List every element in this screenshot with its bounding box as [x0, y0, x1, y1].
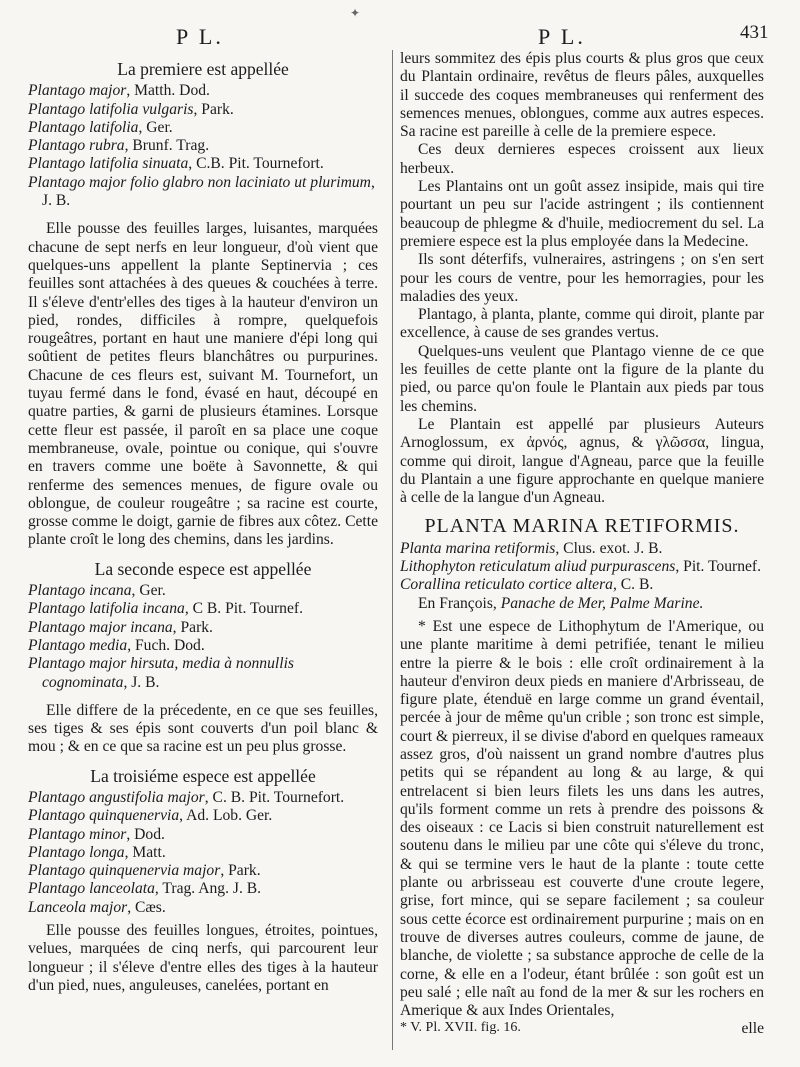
authority: , J. B.	[42, 173, 375, 210]
authority: , C B. Pit. Tournef.	[184, 600, 303, 618]
taste-paragraph: Les Plantains ont un goût assez insipide, mais qui tire pourtant un peu sur l'acide astringent ; ils contiennent beaucoup de phlegme & d'huile, mediocrement du sel. La premiere espece est la plus employée dans la Medecine.	[400, 178, 764, 250]
synonym-entry	[28, 880, 378, 898]
etymology-foot-paragraph: Quelques-uns veulent que Plantago vienne de ce que les feuilles de cette plante ont la figure de la plante du pied, ou parce qu'on foule le Plantain aux pieds par tous les chemins.	[400, 342, 764, 415]
authority: , Cæs.	[127, 898, 166, 916]
latin-name: Planta marina retiformis	[400, 539, 556, 557]
entry-heading-planta-marina: PLANTA MARINA RETIFORMIS.	[424, 515, 740, 538]
printer-ornament: ✦	[350, 6, 361, 20]
authority: , Matth. Dod.	[126, 82, 210, 100]
latin-name: Plantago latifolia	[28, 118, 139, 136]
authority: , J. B.	[123, 673, 160, 691]
synonym-list-planta-marina	[400, 540, 764, 595]
authority: , Park.	[220, 862, 261, 880]
latin-name: Lanceola major	[28, 898, 128, 916]
latin-name: Plantago lanceolata	[28, 880, 155, 898]
latin-name: Plantago minor	[28, 825, 127, 843]
etymology-paragraph: Plantago, à planta, plante, comme qui diroit, plante par excellence, à cause de ses grandes vertus.	[400, 306, 764, 342]
arnoglossum-paragraph: Le Plantain est appellé par plusieurs Auteurs Arnoglossum, ex ἀρνός, agnus, & γλῶσσα, lingua, comme qui diroit, langue d'Agneau, parce que la feuille du Plantain a une figure approchante en quelque maniere à celle de la langue d'un Agneau.	[400, 415, 764, 507]
synonym-entry	[28, 619, 378, 637]
latin-name: Plantago major	[28, 82, 127, 100]
section-heading-second-species: La seconde espece est appellée	[94, 558, 312, 579]
synonym-entry	[28, 789, 378, 807]
authority: , Ad. Lob. Ger.	[179, 807, 273, 825]
synonym-entry	[28, 600, 378, 618]
latin-name: Plantago major hirsuta, media à nonnullis cognominata	[28, 655, 294, 691]
catchword: elle	[741, 1020, 764, 1038]
latin-name: Corallina reticulato cortice altera	[400, 576, 613, 594]
latin-name: Plantago major folio glabro non laciniato ut plurimum	[28, 173, 371, 191]
authority: , Fuch. Dod.	[127, 636, 205, 654]
description-first-species: Elle pousse des feuilles larges, luisantes, marquées chacune de sept nerfs en leur longueur, d'où vient que quelques-uns appellent la plante Septinervia ; ces feuilles sont attachées à des queues & couchées à terre. Il s'éleve d'entr'elles des tiges à la hauteur d'environ un pied, rondes, difficiles à rompre, quelquefois rougeâtres, portant en haut une maniere d'épi long qui soûtient de petites fleurs blanchâtres ou purpurines. Chacune de ces fleurs est, suivant M. Tournefort, un tuyau fermé dans le fond, évasé en haut, découpé en quatre parties, & garni de plusieurs étamines. Lorsque cette fleur est passée, il paroît en sa place une coque membraneuse, ovale, pointue ou conique, qui s'ouvre en travers comme une boëte à Savonnette, & qui renferme des semences menues, de figure ovale ou oblongue, de couleur rougeâtre ; sa racine est courte, grosse comme le doigt, garnie de fibres aux côtez. Cette plante croît le long des chemins, dans les jardins.	[28, 220, 378, 549]
synonym-list-second	[28, 582, 378, 692]
section-heading-third-species: La troisiéme espece est appellée	[90, 765, 316, 786]
latin-name: Plantago rubra	[28, 137, 125, 155]
authority: , Matt.	[124, 843, 166, 861]
authority: , Dod.	[126, 825, 165, 843]
synonym-list-first	[28, 82, 378, 210]
synonym-entry	[28, 899, 378, 917]
latin-name: Plantago longa	[28, 843, 125, 861]
latin-name: Plantago quinquenervia	[28, 807, 180, 825]
latin-name: Plantago latifolia incana	[28, 600, 185, 618]
latin-name: Plantago incana	[28, 582, 132, 600]
synonym-entry	[400, 576, 764, 594]
column-divider	[392, 50, 393, 1050]
authority: , Park.	[172, 618, 213, 636]
synonym-entry	[28, 826, 378, 844]
virtues-paragraph: Ils sont déterfifs, vulneraires, astringens ; on s'en sert pour les cours de ventre, pour les hemorragies, pour les maladies des yeux.	[400, 251, 764, 305]
synonym-entry	[28, 582, 378, 600]
latin-name: Lithophyton reticulatum aliud purpurascens	[400, 558, 676, 576]
page-number: 431	[740, 22, 769, 43]
running-head-right: P L.	[538, 24, 586, 49]
synonym-entry	[28, 155, 378, 173]
synonym-entry	[28, 862, 378, 880]
description-planta-marina: * Est une espece de Lithophytum de l'Amerique, ou une plante maritime à demi petrifiée, tenant le milieu entre la pierre & le bois : elle croît ordinairement à la hauteur d'environ deux pieds en maniere d'Arbrisseau, de figure plate, étenduë en large comme un grand éventail, percée à jour de même qu'un crible ; son tronc est simple, court & pierreux, il se divise d'abord en quelques rameaux assez gros, d'où naissent un grand nombre d'autres plus petits qui se répandent au long & au large, & qui entrelacent si bien leurs filets les uns dans les autres, qu'ils forment comme un rets à prendre des poissons & des oiseaux : ce Lacis si bien construit naturellement est soutenu dans le milieu par une côte qui s'éleve du tronc, & qui se termine vers le haut de la plante : toute cette plante ou arbrisseau est couverte d'une croute legere, grise, fort mince, qui se separe facilement ; sa couleur sous cette écorce est ordinairement purpurine ; mais on en trouve de diverses autres couleurs, comme de jaune, de blanche, de violette ; sa substance approche de celle de la corne, & elle en a l'odeur, étant brûlée : son goût est un peu salé ; elle naît au fond de la mer & sur les rochers en Amerique & aux Indes Orientales,	[400, 617, 764, 1020]
continued-paragraph: leurs sommitez des épis plus courts & plus gros que ceux du Plantain ordinaire, revêtus de fleurs pâles, auxquelles il succede des coques membraneuses qui renferment des semences menues, oblongues, comme aux autres especes. Sa racine est pareille à celle de la premiere espece.	[400, 50, 764, 141]
authority: , Clus. exot. J. B.	[555, 539, 663, 557]
habitat-paragraph: Ces deux dernieres especes croissent aux lieux herbeux.	[400, 141, 764, 177]
latin-name: Plantago quinquenervia major	[28, 862, 221, 880]
authority: , Ger.	[138, 118, 173, 136]
synonym-entry	[28, 82, 378, 100]
latin-name: Plantago media	[28, 636, 128, 654]
synonym-entry	[28, 807, 378, 825]
french-name-line	[400, 595, 764, 613]
footnote-plate-reference: * V. Pl. XVII. fig. 16.	[400, 1020, 521, 1035]
french-names: Panache de Mer, Palme Marine.	[500, 594, 704, 612]
authority: , C. B.	[612, 576, 654, 594]
left-column	[28, 50, 378, 995]
description-third-species: Elle pousse des feuilles longues, étroites, pointues, velues, marquées de cinq nerfs, qui parcourent leur longueur ; il s'éleve d'entre elles des tiges à la hauteur d'un pied, nues, anguleuses, canelées, portant en	[28, 922, 378, 994]
synonym-entry	[28, 655, 378, 692]
latin-name: Plantago major incana	[28, 618, 173, 636]
synonym-entry	[28, 119, 378, 137]
synonym-entry	[400, 540, 764, 558]
latin-name: Plantago latifolia vulgaris	[28, 100, 194, 118]
authority: , Trag. Ang. J. B.	[154, 880, 262, 898]
authority: , Brunf. Trag.	[124, 137, 210, 155]
french-label: En François,	[418, 594, 501, 612]
latin-name: Plantago angustifolia major	[28, 788, 205, 806]
authority: , Ger.	[131, 582, 166, 600]
authority: , C. B. Pit. Tournefort.	[204, 788, 345, 806]
running-head-left: P L.	[176, 24, 224, 49]
synonym-list-third	[28, 789, 378, 917]
authority: , Pit. Tournef.	[675, 558, 762, 576]
synonym-entry	[28, 637, 378, 655]
authority: , Park.	[193, 100, 234, 118]
right-column	[400, 50, 764, 1039]
synonym-entry	[28, 844, 378, 862]
section-heading-first-species: La premiere est appellée	[117, 59, 289, 79]
description-second-species: Elle differe de la précedente, en ce que ses feuilles, ses tiges & ses épis sont couverts d'un poil blanc & mou ; & en ce que sa racine est un peu plus grosse.	[28, 701, 378, 756]
authority: , C.B. Pit. Tournefort.	[188, 155, 324, 173]
latin-name: Plantago latifolia sinuata	[28, 155, 189, 173]
synonym-entry	[28, 137, 378, 155]
synonym-entry	[28, 174, 378, 211]
synonym-entry	[28, 101, 378, 119]
synonym-entry	[400, 558, 764, 576]
